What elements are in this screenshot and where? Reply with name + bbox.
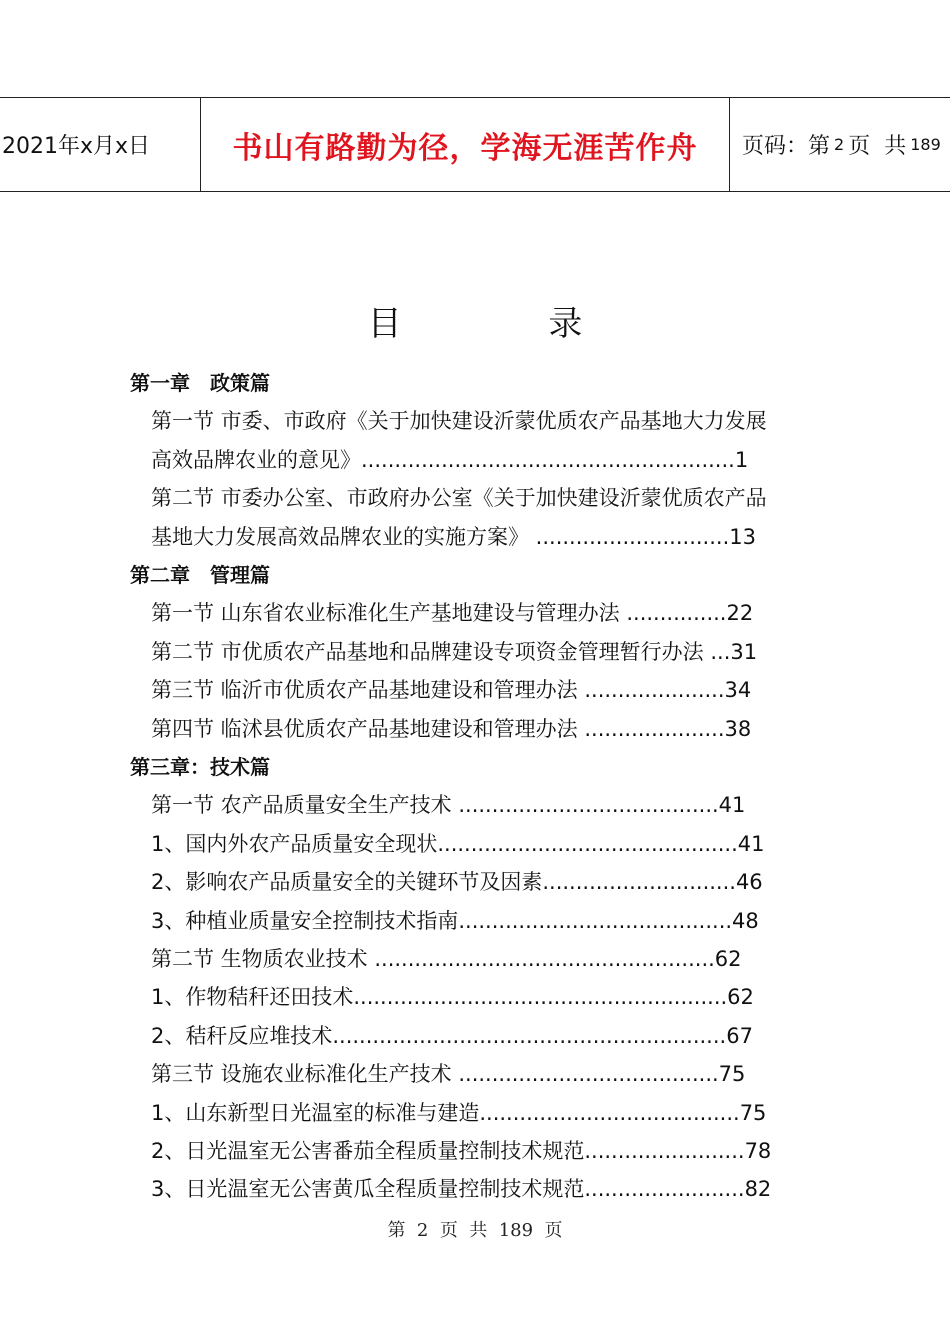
header-page-info bbox=[730, 98, 950, 191]
toc-entry: 3、日光温室无公害黄瓜全程质量控制技术规范........................82 bbox=[151, 1177, 772, 1202]
toc-title-right: 录 bbox=[548, 304, 583, 344]
toc-chapter-heading: 第三章：技术篇 bbox=[130, 755, 270, 779]
toc-entry: 1、作物秸秆还田技术........................................................62 bbox=[151, 985, 754, 1010]
header-page-total: 189 bbox=[910, 135, 941, 154]
toc-entry: 第二节 市委办公室、市政府办公室《关于加快建设沂蒙优质农产品 bbox=[151, 486, 767, 511]
toc-chapter-heading: 第二章 管理篇 bbox=[130, 563, 270, 587]
toc-chapter-heading: 第一章 政策篇 bbox=[130, 371, 270, 395]
toc-entry: 2、秸秆反应堆技术...........................................................67 bbox=[151, 1023, 753, 1048]
header-page-number: 2 bbox=[834, 135, 845, 154]
header-date: 2021年x月x日 bbox=[2, 134, 151, 159]
header-motto: 书山有路勤为径，学海无涯苦作舟 bbox=[232, 130, 698, 166]
toc-entry: 基地大力发展高效品牌农业的实施方案》 .............................13 bbox=[151, 524, 756, 549]
toc-entry: 第三节 设施农业标准化生产技术 .......................................75 bbox=[151, 1062, 746, 1087]
toc-title bbox=[0, 296, 950, 345]
toc-entry: 1、国内外农产品质量安全现状.............................................41 bbox=[151, 831, 765, 856]
toc-entry: 高效品牌农业的意见》........................................................1 bbox=[151, 447, 749, 472]
toc-entry: 第三节 临沂市优质农产品基地建设和管理办法 .....................34 bbox=[151, 678, 752, 703]
toc-title-left: 目 bbox=[367, 304, 402, 344]
page-footer: 第 2 页 共 189 页 bbox=[387, 1220, 563, 1241]
page-header bbox=[0, 97, 950, 192]
header-page-label: 页码：第 bbox=[742, 134, 831, 159]
header-page-mid: 页 共 bbox=[848, 134, 907, 159]
toc-entry: 第一节 山东省农业标准化生产基地建设与管理办法 ...............22 bbox=[151, 601, 754, 626]
toc-entry: 第一节 市委、市政府《关于加快建设沂蒙优质农产品基地大力发展 bbox=[151, 409, 767, 434]
toc-entry: 第二节 生物质农业技术 ...................................................62 bbox=[151, 947, 742, 971]
toc-entry: 2、日光温室无公害番茄全程质量控制技术规范........................78 bbox=[151, 1139, 772, 1163]
toc-entry: 3、种植业质量安全控制技术指南.........................................48 bbox=[151, 908, 759, 933]
toc-entry: 第四节 临沭县优质农产品基地建设和管理办法 .....................38 bbox=[151, 716, 752, 741]
toc-entry: 2、影响农产品质量安全的关键环节及因素.............................46 bbox=[151, 870, 763, 895]
toc-entry: 1、山东新型日光温室的标准与建造.......................................75 bbox=[151, 1100, 767, 1125]
toc-entry: 第一节 农产品质量安全生产技术 .......................................41 bbox=[151, 793, 746, 818]
toc-entry: 第二节 市优质农产品基地和品牌建设专项资金管理暂行办法 ...31 bbox=[151, 639, 758, 664]
